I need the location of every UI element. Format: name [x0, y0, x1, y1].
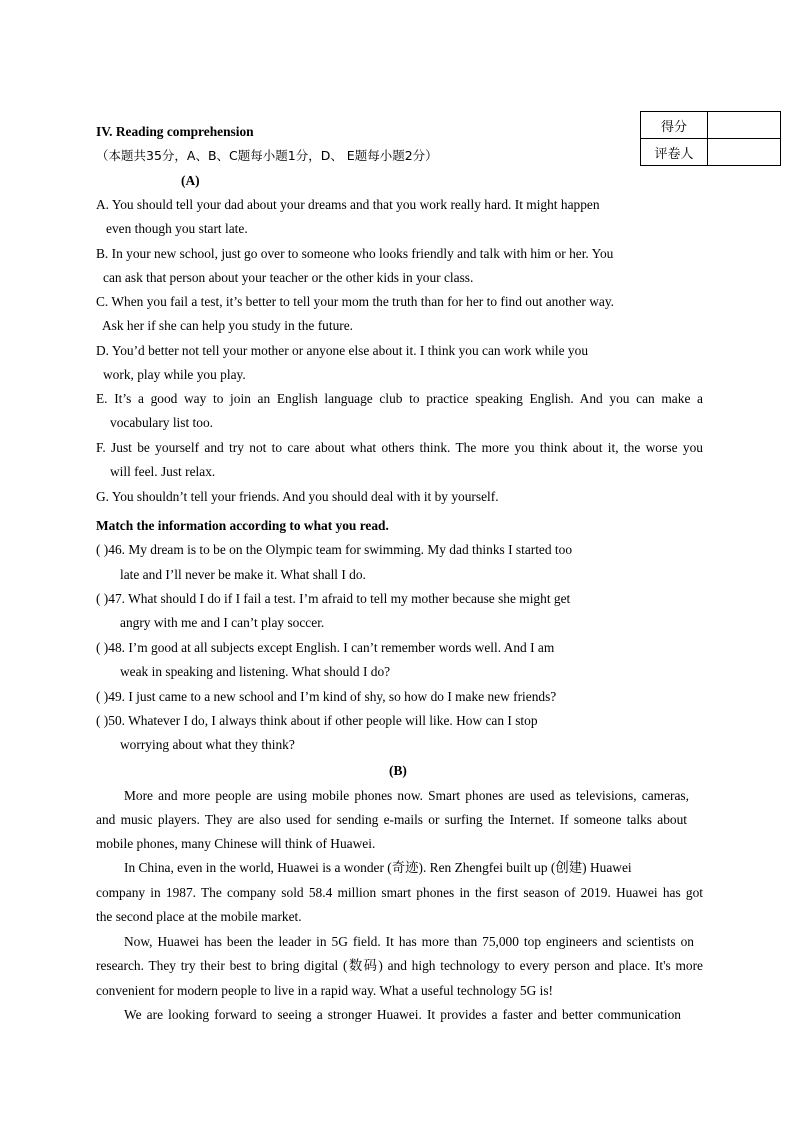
option-d-line-1: D. You’d better not tell your mother or anyone else about it. I think you can work while you [96, 343, 589, 358]
question-46-line-1: ( )46. My dream is to be on the Olympic team for swimming. My dad thinks I started too [96, 542, 573, 557]
passage-b-line-5: company in 1987. The company sold 58.4 million smart phones in the first season of 2019. Huawei has got [96, 885, 703, 900]
option-a-line-1: A. You should tell your dad about your dreams and that you work really hard. It might happen [96, 197, 600, 212]
passage-b-line-1: More and more people are using mobile phones now. Smart phones are used as televisions, cameras, [124, 788, 689, 803]
grader-value-cell [708, 139, 781, 166]
option-e-line-1: E. It’s a good way to join an English language club to practice speaking English. And you can make a [96, 391, 703, 406]
passage-b-line-2: and music players. They are also used for sending e-mails or surfing the Internet. If someone talks about [96, 812, 687, 827]
option-f-line-1: F. Just be yourself and try not to care about what others think. The more you think about it, the worse you [96, 440, 703, 455]
option-c-line-2: Ask her if she can help you study in the future. [102, 318, 354, 333]
grader-label: 评卷人 [641, 139, 708, 166]
question-47-line-2: angry with me and I can’t play soccer. [120, 615, 325, 630]
question-50-line-1: ( )50. Whatever I do, I always think about if other people will like. How can I stop [96, 713, 538, 728]
question-46-line-2: late and I’ll never be make it. What shall I do. [120, 567, 366, 582]
passage-b-line-3: mobile phones, many Chinese will think of Huawei. [96, 836, 376, 851]
question-50-line-2: worrying about what they think? [120, 737, 295, 752]
part-a-label: (A) [181, 173, 200, 188]
question-47-line-1: ( )47. What should I do if I fail a test. I’m afraid to tell my mother because she might get [96, 591, 571, 606]
question-48-line-2: weak in speaking and listening. What should I do? [120, 664, 391, 679]
match-instruction: Match the information according to what you read. [96, 518, 389, 533]
section-scoring: （本题共35分，A、B、C题每小题1分，D、 E题每小题2分） [96, 148, 438, 163]
option-a-line-2: even though you start late. [106, 221, 248, 236]
passage-b-line-10: We are looking forward to seeing a stronger Huawei. It provides a faster and better communication [124, 1007, 681, 1022]
option-e-line-2: vocabulary list too. [110, 415, 214, 430]
passage-b-line-7: Now, Huawei has been the leader in 5G field. It has more than 75,000 top engineers and scientists on [124, 934, 694, 949]
passage-b-line-8: research. They try their best to bring digital (数码) and high technology to every person and place. It's more [96, 958, 703, 973]
question-49-line-1: ( )49. I just came to a new school and I’m kind of shy, so how do I make new friends? [96, 689, 557, 704]
passage-b-line-9: convenient for modern people to live in a rapid way. What a useful technology 5G is! [96, 983, 554, 998]
section-title: IV. Reading comprehension [96, 124, 254, 139]
score-label: 得分 [641, 112, 708, 139]
question-48-line-1: ( )48. I’m good at all subjects except English. I can’t remember words well. And I am [96, 640, 555, 655]
option-b-line-2: can ask that person about your teacher or the other kids in your class. [103, 270, 474, 285]
option-g-line-1: G. You shouldn’t tell your friends. And you should deal with it by yourself. [96, 489, 499, 504]
option-d-line-2: work, play while you play. [103, 367, 246, 382]
part-b-label: (B) [389, 763, 407, 778]
score-box [640, 111, 781, 166]
option-f-line-2: will feel. Just relax. [110, 464, 216, 479]
score-value-cell [708, 112, 781, 139]
passage-b-line-4: In China, even in the world, Huawei is a wonder (奇迹). Ren Zhengfei built up (创建) Huawei [124, 860, 632, 875]
passage-b-line-6: the second place at the mobile market. [96, 909, 302, 924]
option-b-line-1: B. In your new school, just go over to someone who looks friendly and talk with him or her. You [96, 246, 614, 261]
option-c-line-1: C. When you fail a test, it’s better to tell your mom the truth than for her to find out another way. [96, 294, 615, 309]
